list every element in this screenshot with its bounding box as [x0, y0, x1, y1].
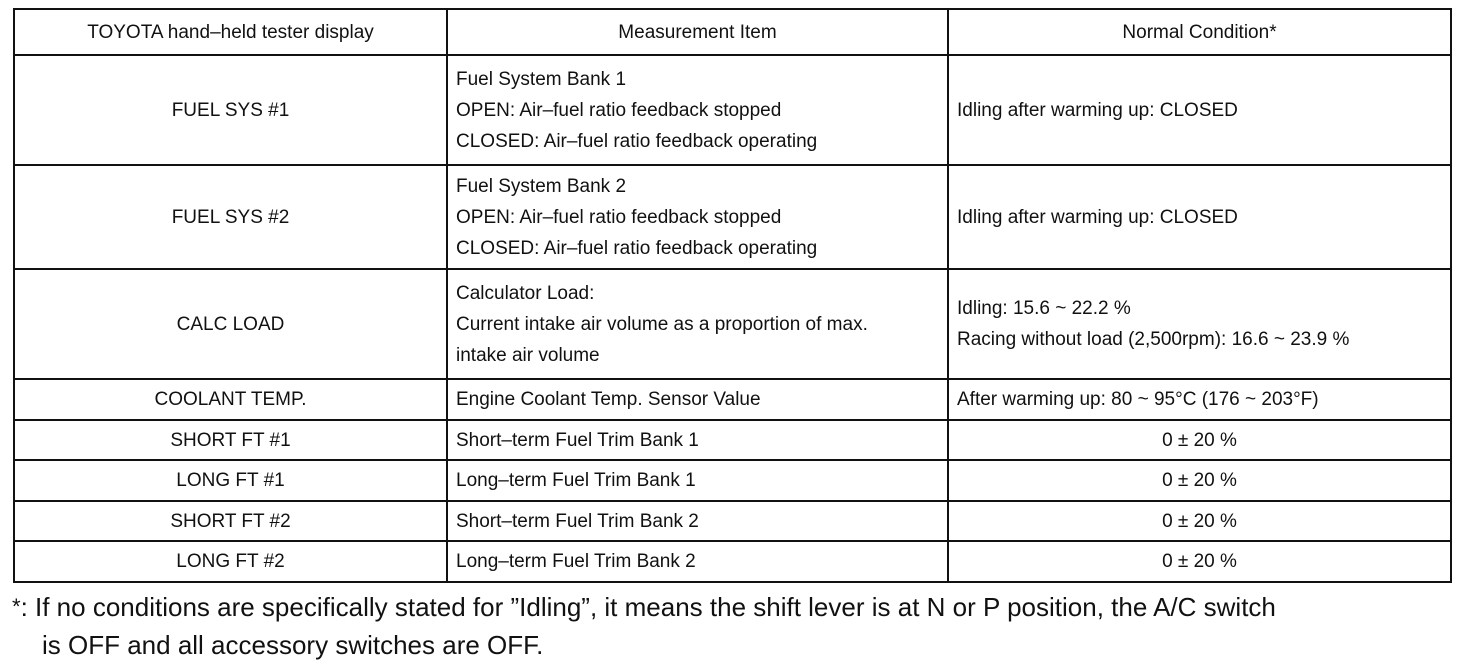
- footnote-line-2: is OFF and all accessory switches are OFF.: [42, 630, 544, 660]
- footnote-line-1: : If no conditions are specifically stated for ”Idling”, it means the shift lever is at N or P position, the A/C switch: [20, 592, 1276, 622]
- table-header-row: [14, 9, 1451, 55]
- display-cell: LONG FT #2: [14, 541, 447, 582]
- measurement-line: Current intake air volume as a proportion of max.: [456, 313, 868, 335]
- table-row: [14, 501, 1451, 541]
- header-tester-display: TOYOTA hand–held tester display: [14, 9, 447, 55]
- measurement-cell: Short–term Fuel Trim Bank 2: [447, 501, 948, 541]
- measurement-line: CLOSED: Air–fuel ratio feedback operating: [456, 237, 818, 259]
- display-cell: LONG FT #1: [14, 460, 447, 501]
- measurement-line: intake air volume: [456, 344, 600, 366]
- measurement-line: Fuel System Bank 2: [456, 175, 627, 197]
- condition-cell: 0 ± 20 %: [948, 460, 1451, 501]
- header-measurement-item: Measurement Item: [447, 9, 948, 55]
- table-row: [14, 541, 1451, 582]
- table-row: [14, 165, 1451, 269]
- condition-cell: 0 ± 20 %: [948, 541, 1451, 582]
- measurement-cell: [447, 269, 948, 379]
- condition-cell: [948, 165, 1451, 269]
- table-row: [14, 55, 1451, 165]
- condition-cell: [948, 269, 1451, 379]
- measurement-cell: Long–term Fuel Trim Bank 2: [447, 541, 948, 582]
- condition-line: Racing without load (2,500rpm): 16.6 ~ 23.9 %: [957, 329, 1350, 350]
- display-cell: CALC LOAD: [14, 269, 447, 379]
- measurement-line: OPEN: Air–fuel ratio feedback stopped: [456, 99, 782, 121]
- measurement-cell: [447, 55, 948, 165]
- display-cell: SHORT FT #2: [14, 501, 447, 541]
- table-row: [14, 269, 1451, 379]
- measurement-line: Calculator Load:: [456, 282, 595, 304]
- spec-sheet: [13, 8, 1450, 583]
- display-cell: FUEL SYS #1: [14, 55, 447, 165]
- measurement-cell: Long–term Fuel Trim Bank 1: [447, 460, 948, 501]
- measurement-cell: [447, 165, 948, 269]
- measurement-cell: Engine Coolant Temp. Sensor Value: [447, 379, 948, 420]
- footnote: [12, 588, 1462, 664]
- condition-cell: After warming up: 80 ~ 95°C (176 ~ 203°F): [948, 379, 1451, 420]
- table-row: [14, 420, 1451, 460]
- data-list-table: [13, 8, 1452, 583]
- condition-cell: 0 ± 20 %: [948, 420, 1451, 460]
- display-cell: SHORT FT #1: [14, 420, 447, 460]
- display-cell: FUEL SYS #2: [14, 165, 447, 269]
- condition-line: Idling after warming up: CLOSED: [957, 206, 1238, 228]
- table-row: [14, 460, 1451, 501]
- measurement-line: Fuel System Bank 1: [456, 68, 627, 90]
- measurement-cell: Short–term Fuel Trim Bank 1: [447, 420, 948, 460]
- display-cell: COOLANT TEMP.: [14, 379, 447, 420]
- table-row: [14, 379, 1451, 420]
- condition-cell: 0 ± 20 %: [948, 501, 1451, 541]
- condition-line: Idling: 15.6 ~ 22.2 %: [957, 298, 1131, 319]
- condition-cell: [948, 55, 1451, 165]
- measurement-line: CLOSED: Air–fuel ratio feedback operating: [456, 130, 818, 152]
- header-normal-condition: Normal Condition*: [948, 9, 1451, 55]
- footnote-mark: *: [12, 594, 21, 619]
- condition-line: Idling after warming up: CLOSED: [957, 99, 1238, 121]
- measurement-line: OPEN: Air–fuel ratio feedback stopped: [456, 206, 782, 228]
